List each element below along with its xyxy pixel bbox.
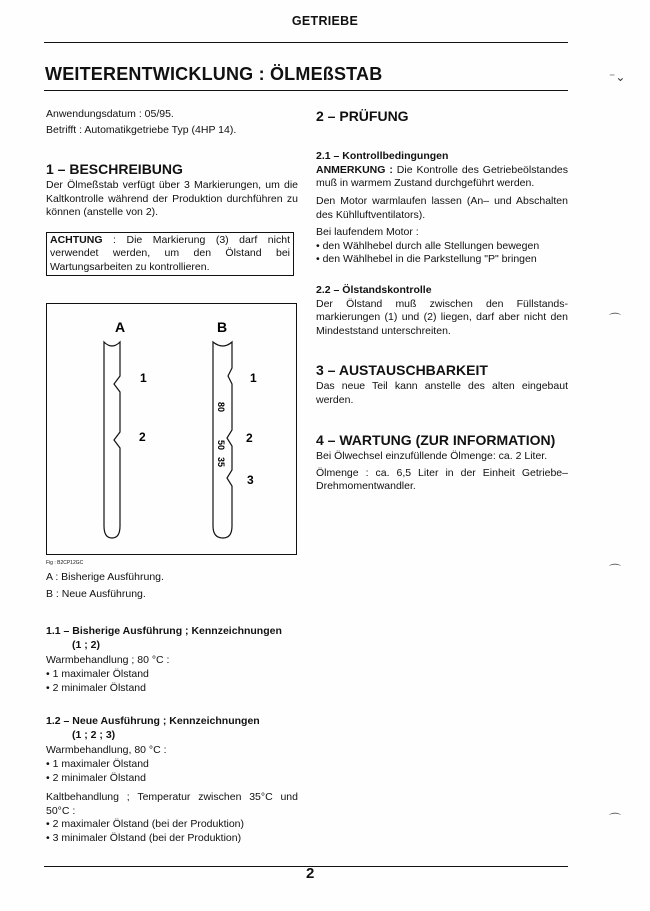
section-1-2-list-2 [46,818,298,845]
margin-mark: ⁻⌄ [609,70,626,84]
section-2-2-heading: 2.2 – Ölstandskontrolle [316,284,432,296]
dipstick-drawing [47,304,298,556]
section-1-2-cold: Kaltbehandlung ; Temperatur zwischen 35°C und 50°C : [46,791,298,817]
section-1-1-heading-codes: (1 ; 2) [72,638,101,651]
section-3-heading: 3 – AUSTAUSCHBARKEIT [316,362,488,378]
section-2-2 [316,284,568,339]
section-2-heading: 2 – PRÜFUNG [316,108,409,124]
margin-mark: ⌒ [609,312,622,326]
section-1-2-list [46,758,298,785]
warning-box [46,232,294,276]
title-rule [44,90,568,91]
dipstick-a-mark-2: 2 [139,430,146,444]
list-item: • 2 minimaler Ölstand [46,681,146,694]
section-2-1 [316,150,568,267]
dipstick-a [104,342,120,538]
section-3-text: Das neue Teil kann anstelle des alten eingebaut werden. [316,380,568,406]
figure-label-b: B [217,319,228,335]
dipstick-b-temp-50: 50 [216,440,226,451]
section-1-heading: 1 – BESCHREIBUNG [46,161,183,177]
caption-b: B : Neue Ausführung. [46,587,146,600]
section-2-1-note [316,164,568,191]
section-2-1-heading: 2.1 – Kontrollbedingungen [316,150,449,162]
caption-a: A : Bisherige Ausführung. [46,571,164,583]
section-1-2-heading-codes: (1 ; 2 ; 3) [72,728,116,741]
margin-mark: ⌒ [609,563,622,577]
section-1-2-line: Warmbehandlung, 80 °C : [46,744,167,757]
section-1-1-line: Warmbehandlung ; 80 °C : [46,654,170,667]
section-1-1 [46,625,298,695]
list-item: • den Wählhebel in die Parkstellung "P" bringen [316,253,537,266]
list-item: • 2 maximaler Ölstand (bei der Produktion) [46,818,245,831]
list-item: • 1 maximaler Ölstand [46,757,149,770]
dipstick-b-mark-2: 2 [246,431,253,445]
dipstick-figure [46,303,297,555]
section-2-1-list [316,240,568,267]
warning-text: : Die Markierung (3) darf nicht verwendet werden, um den Ölstand bei Wartungsarbeiten zu kontrollieren. [50,234,290,273]
margin-mark: ⌒ [609,812,622,826]
warning-label: ACHTUNG [50,234,103,246]
figure-captions [46,571,164,601]
note-label: ANMERKUNG : [316,163,393,176]
applies-to: Betrifft : Automatikgetriebe Typ (4HP 14). [46,123,237,136]
section-1-2-heading: 1.2 – Neue Ausführung ; Kennzeichnungen [46,715,260,727]
dipstick-b-mark-1: 1 [250,371,257,385]
figure-label-a: A [115,319,126,335]
header-rule [44,42,568,43]
section-1-text: Der Ölmeßstab verfügt über 3 Markierungen, um die Kaltkontrolle während der Produktion durchführen zu können (anstelle von 2). [46,179,298,219]
section-2-1-running: Bei laufendem Motor : [316,226,419,239]
dipstick-a-mark-1: 1 [140,371,147,385]
application-date: Anwendungsdatum : 05/95. [46,108,174,120]
figure-reference: Fig : B2CP12GC [46,560,84,566]
list-item: • den Wählhebel durch alle Stellungen bewegen [316,239,540,252]
list-item: • 1 maximaler Ölstand [46,667,149,680]
document-title: WEITERENTWICKLUNG : ÖLMEßSTAB [45,64,383,84]
section-2-2-text: Der Ölstand muß zwischen den Füllstands-markierungen (1) und (2) liegen, darf aber nicht den Mindeststand unterschreiten. [316,297,568,337]
dipstick-b-mark-3: 3 [247,473,254,487]
section-4-oil-change: Bei Ölwechsel einzufüllende Ölmenge: ca. 2 Liter. [316,450,548,462]
section-1-2 [46,715,298,846]
page-number: 2 [306,865,315,882]
dipstick-b-temp-35: 35 [216,457,226,468]
section-4-oil-quantity: Ölmenge : ca. 6,5 Liter in der Einheit Getriebe–Drehmomentwandler. [316,466,568,493]
page-header: GETRIEBE [291,14,359,28]
section-1-1-heading: 1.1 – Bisherige Ausführung ; Kennzeichnungen [46,625,282,637]
note-text: Die Kontrolle des Getriebeölstandes muß in warmem Zustand durchgeführt werden. [316,163,568,190]
section-4-body [316,450,568,494]
dipstick-b-temp-80: 80 [216,402,226,413]
list-item: • 3 minimaler Ölstand (bei der Produktion) [46,832,242,845]
list-item: • 2 minimaler Ölstand [46,771,146,784]
section-2-1-warmup: Den Motor warmlaufen lassen (An– und Abschalten des Kühlluftventilators). [316,194,568,221]
section-4-heading: 4 – WARTUNG (ZUR INFORMATION) [316,432,556,448]
section-1-1-list [46,668,298,695]
intro-block [46,108,296,137]
